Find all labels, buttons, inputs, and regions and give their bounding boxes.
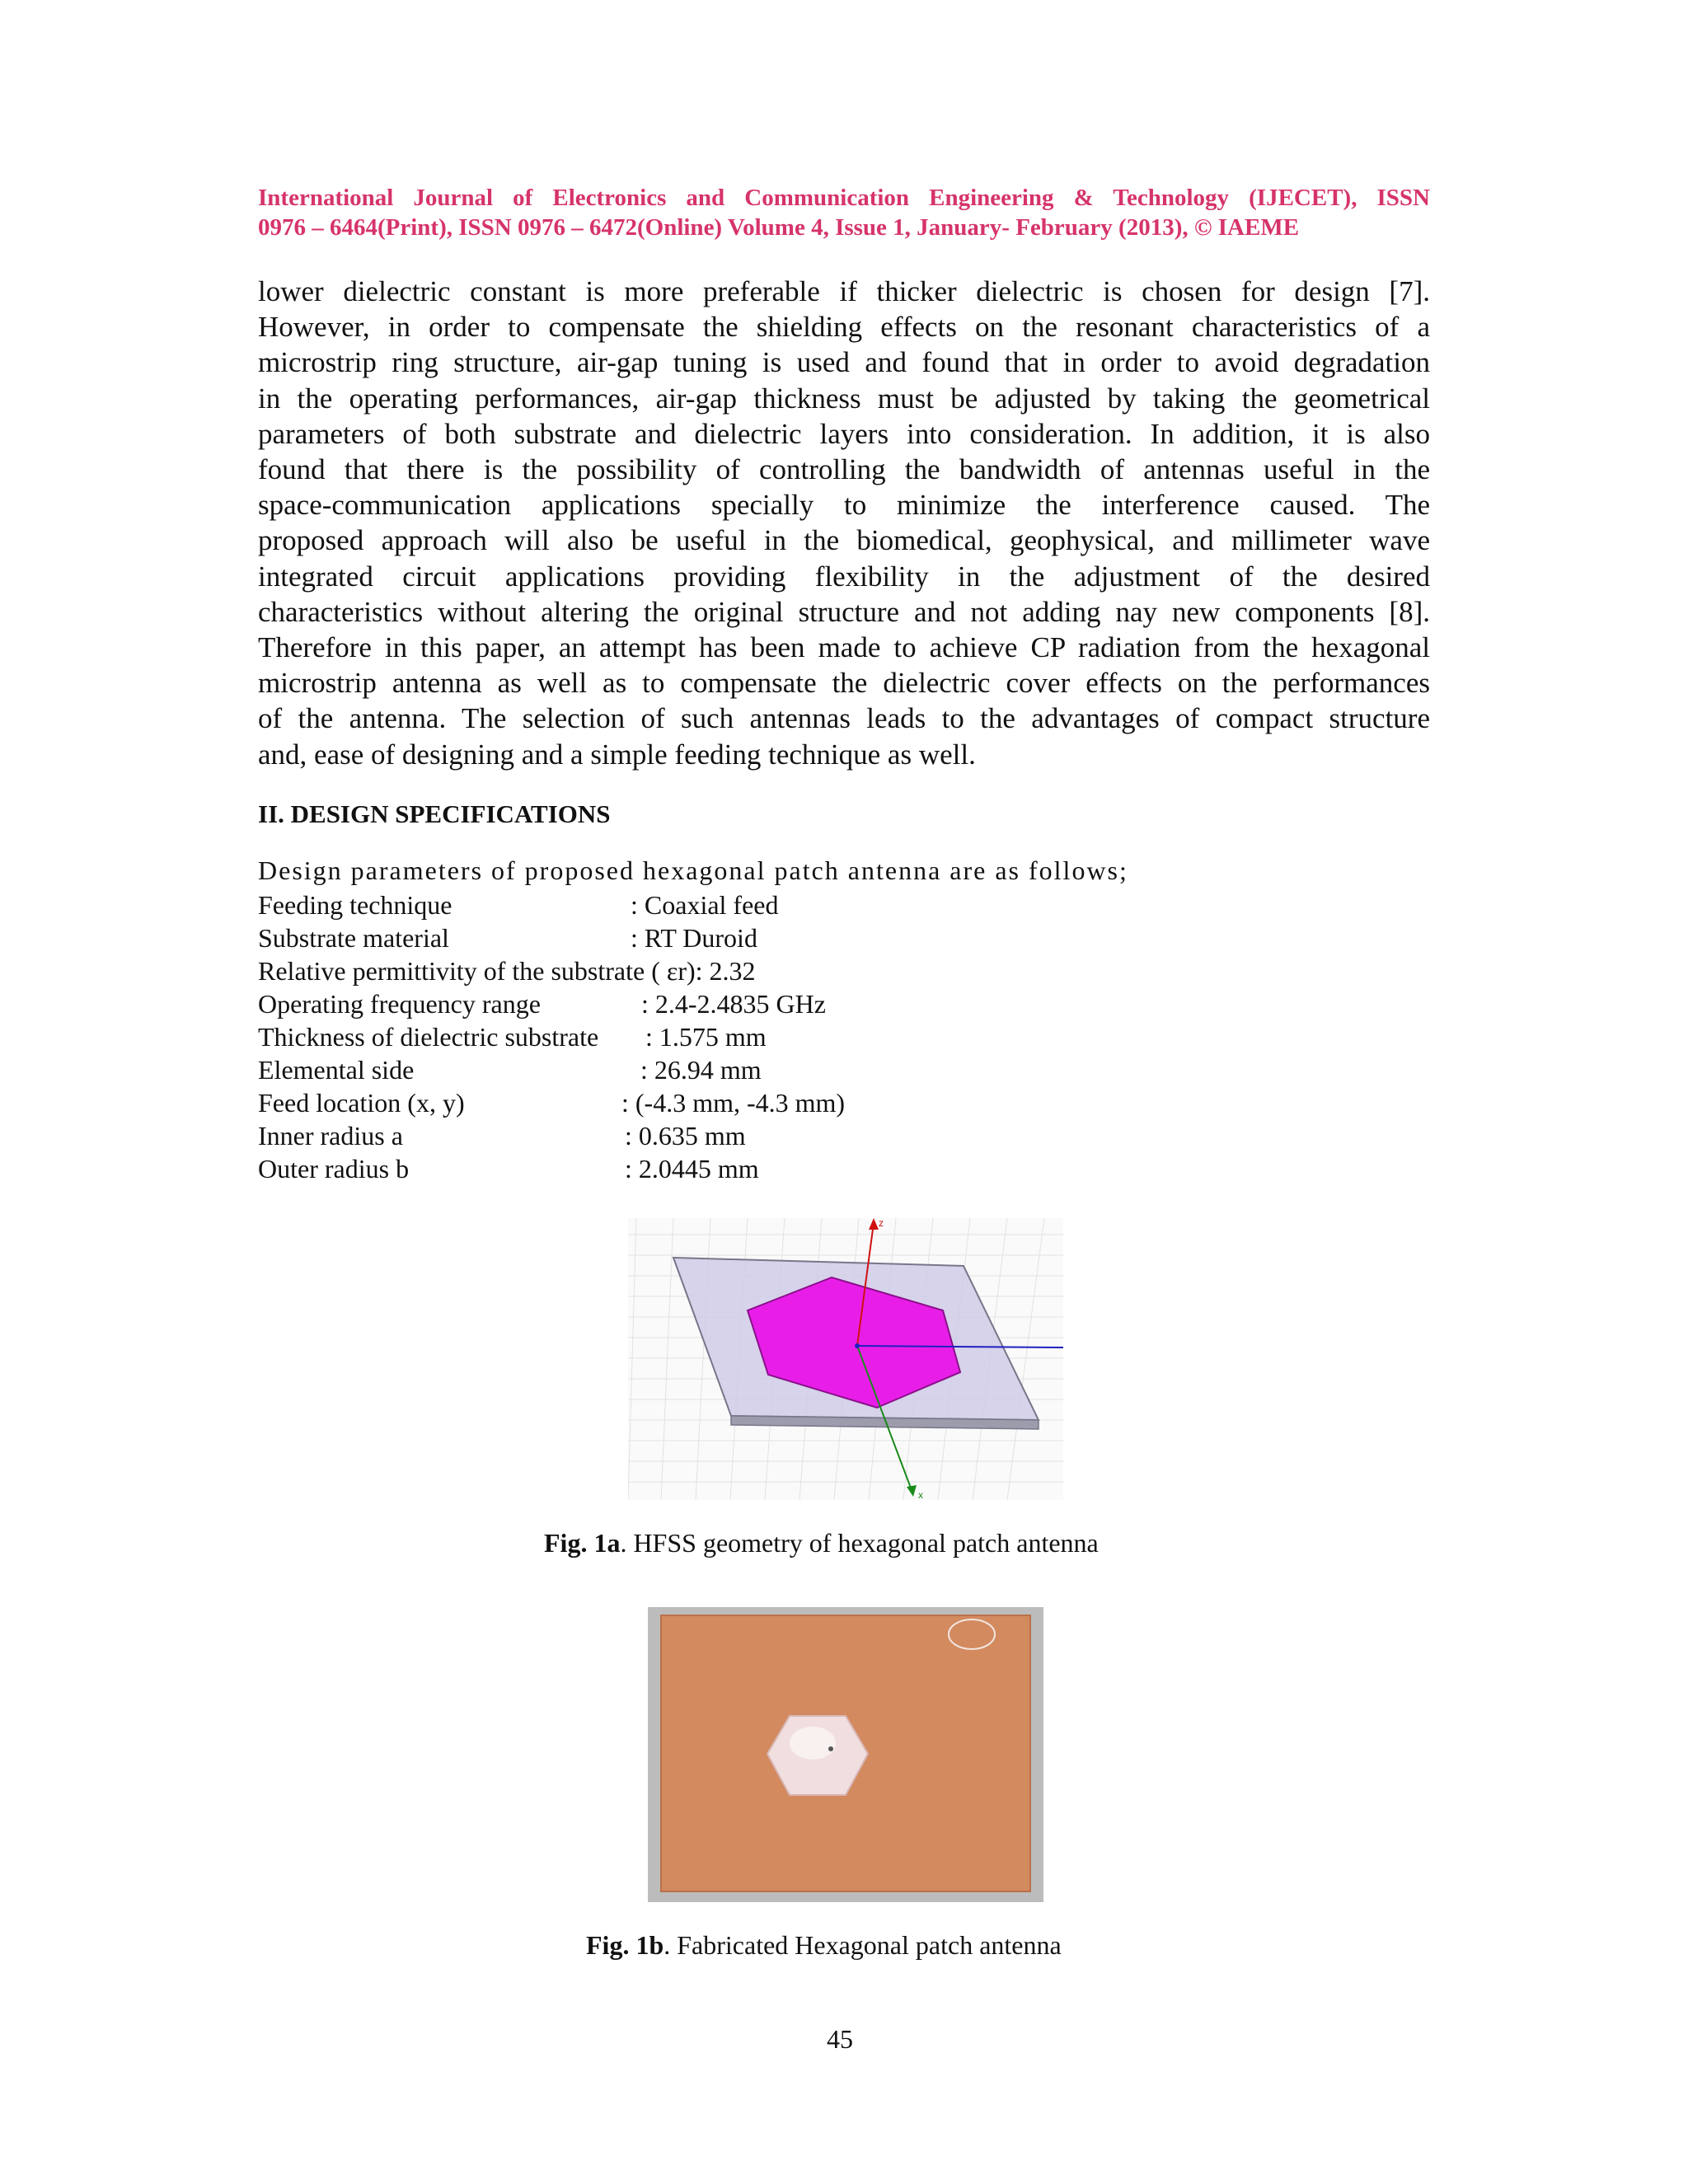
spec-value: : 0.635 mm xyxy=(625,1121,746,1151)
spec-label: Thickness of dielectric substrate xyxy=(258,1022,599,1052)
feed-pin xyxy=(828,1746,833,1751)
spec-value: : 1.575 mm xyxy=(645,1022,767,1052)
figure-1a-caption xyxy=(544,1528,1099,1558)
journal-header-line-1: International Journal of Electronics and Communication Engineering & Technology (IJECET), ISSN xyxy=(258,185,1430,211)
page-number: 45 xyxy=(827,2024,853,2054)
spec-value: : RT Duroid xyxy=(631,923,757,953)
paragraph-line: parameters of both substrate and dielectric layers into consideration. In addition, it is also xyxy=(258,417,1430,450)
z-axis-label: z xyxy=(879,1218,884,1229)
paragraph-line: of the antenna. The selection of such antennas leads to the advantages of compact structure xyxy=(258,702,1430,735)
figure-1b-caption xyxy=(586,1930,1062,1961)
spec-label: Outer radius b xyxy=(258,1154,410,1183)
spec-label: Feeding technique xyxy=(258,890,452,920)
hfss-geometry-figure xyxy=(628,1218,1063,1500)
paragraph-line: characteristics without altering the original structure and not adding nay new components [8]. xyxy=(258,595,1430,628)
spec-label: Operating frequency range xyxy=(258,989,541,1019)
paragraph-line: microstrip ring structure, air-gap tuning is used and found that in order to avoid degradation xyxy=(258,346,1430,379)
journal-header xyxy=(258,183,1430,242)
paragraph-line: proposed approach will also be useful in the biomedical, geophysical, and millimeter wave xyxy=(258,524,1430,557)
spec-label: Inner radius a xyxy=(258,1121,403,1151)
paragraph-line: and, ease of designing and a simple feeding technique as well. xyxy=(258,738,976,771)
spec-value: : (-4.3 mm, -4.3 mm) xyxy=(621,1088,846,1118)
spec-label: Relative permittivity of the substrate ( εr): 2.32 xyxy=(258,956,756,986)
journal-header-line-2: 0976 – 6464(Print), ISSN 0976 – 6472(Online) Volume 4, Issue 1, January- February (2013), © IAEME xyxy=(258,214,1300,241)
spec-value: : 26.94 mm xyxy=(640,1055,762,1085)
paragraph-line: in the operating performances, air-gap thickness must be adjusted by taking the geometrical xyxy=(258,382,1430,415)
x-axis-label: x xyxy=(918,1489,923,1500)
figure-1b-label: Fig. 1b xyxy=(586,1930,664,1960)
body-paragraph xyxy=(258,274,1430,772)
paragraph-line: found that there is the possibility of controlling the bandwidth of antennas useful in the xyxy=(258,453,1430,486)
fabricated-antenna-photo xyxy=(648,1607,1043,1902)
feed-point xyxy=(855,1343,860,1348)
spec-value: : 2.4-2.4835 GHz xyxy=(641,989,826,1019)
paragraph-line: space-communication applications specially to minimize the interference caused. The xyxy=(258,489,1430,522)
spec-value: : Coaxial feed xyxy=(631,890,779,920)
paragraph-line: Therefore in this paper, an attempt has been made to achieve CP radiation from the hexagonal xyxy=(258,631,1430,664)
section-intro: Design parameters of proposed hexagonal patch antenna are as follows; xyxy=(258,855,1128,885)
spec-label: Feed location (x, y) xyxy=(258,1088,465,1118)
spec-label: Elemental side xyxy=(258,1055,415,1085)
paragraph-line: However, in order to compensate the shielding effects on the resonant characteristics of a xyxy=(258,311,1430,344)
figure-1a-caption-text: . HFSS geometry of hexagonal patch antenna xyxy=(620,1528,1099,1558)
paragraph-line: microstrip antenna as well as to compensate the dielectric cover effects on the performances xyxy=(258,667,1430,700)
figure-1b-caption-text: . Fabricated Hexagonal patch antenna xyxy=(663,1930,1062,1960)
spec-value: : 2.0445 mm xyxy=(625,1154,759,1183)
spec-label: Substrate material xyxy=(258,923,449,953)
paragraph-line: integrated circuit applications providing flexibility in the adjustment of the desired xyxy=(258,560,1430,593)
paragraph-line: lower dielectric constant is more preferable if thicker dielectric is chosen for design [7]. xyxy=(258,275,1430,307)
figure-1a-label: Fig. 1a xyxy=(544,1528,621,1558)
section-heading: II. DESIGN SPECIFICATIONS xyxy=(258,799,611,828)
patch-highlight xyxy=(790,1727,836,1760)
